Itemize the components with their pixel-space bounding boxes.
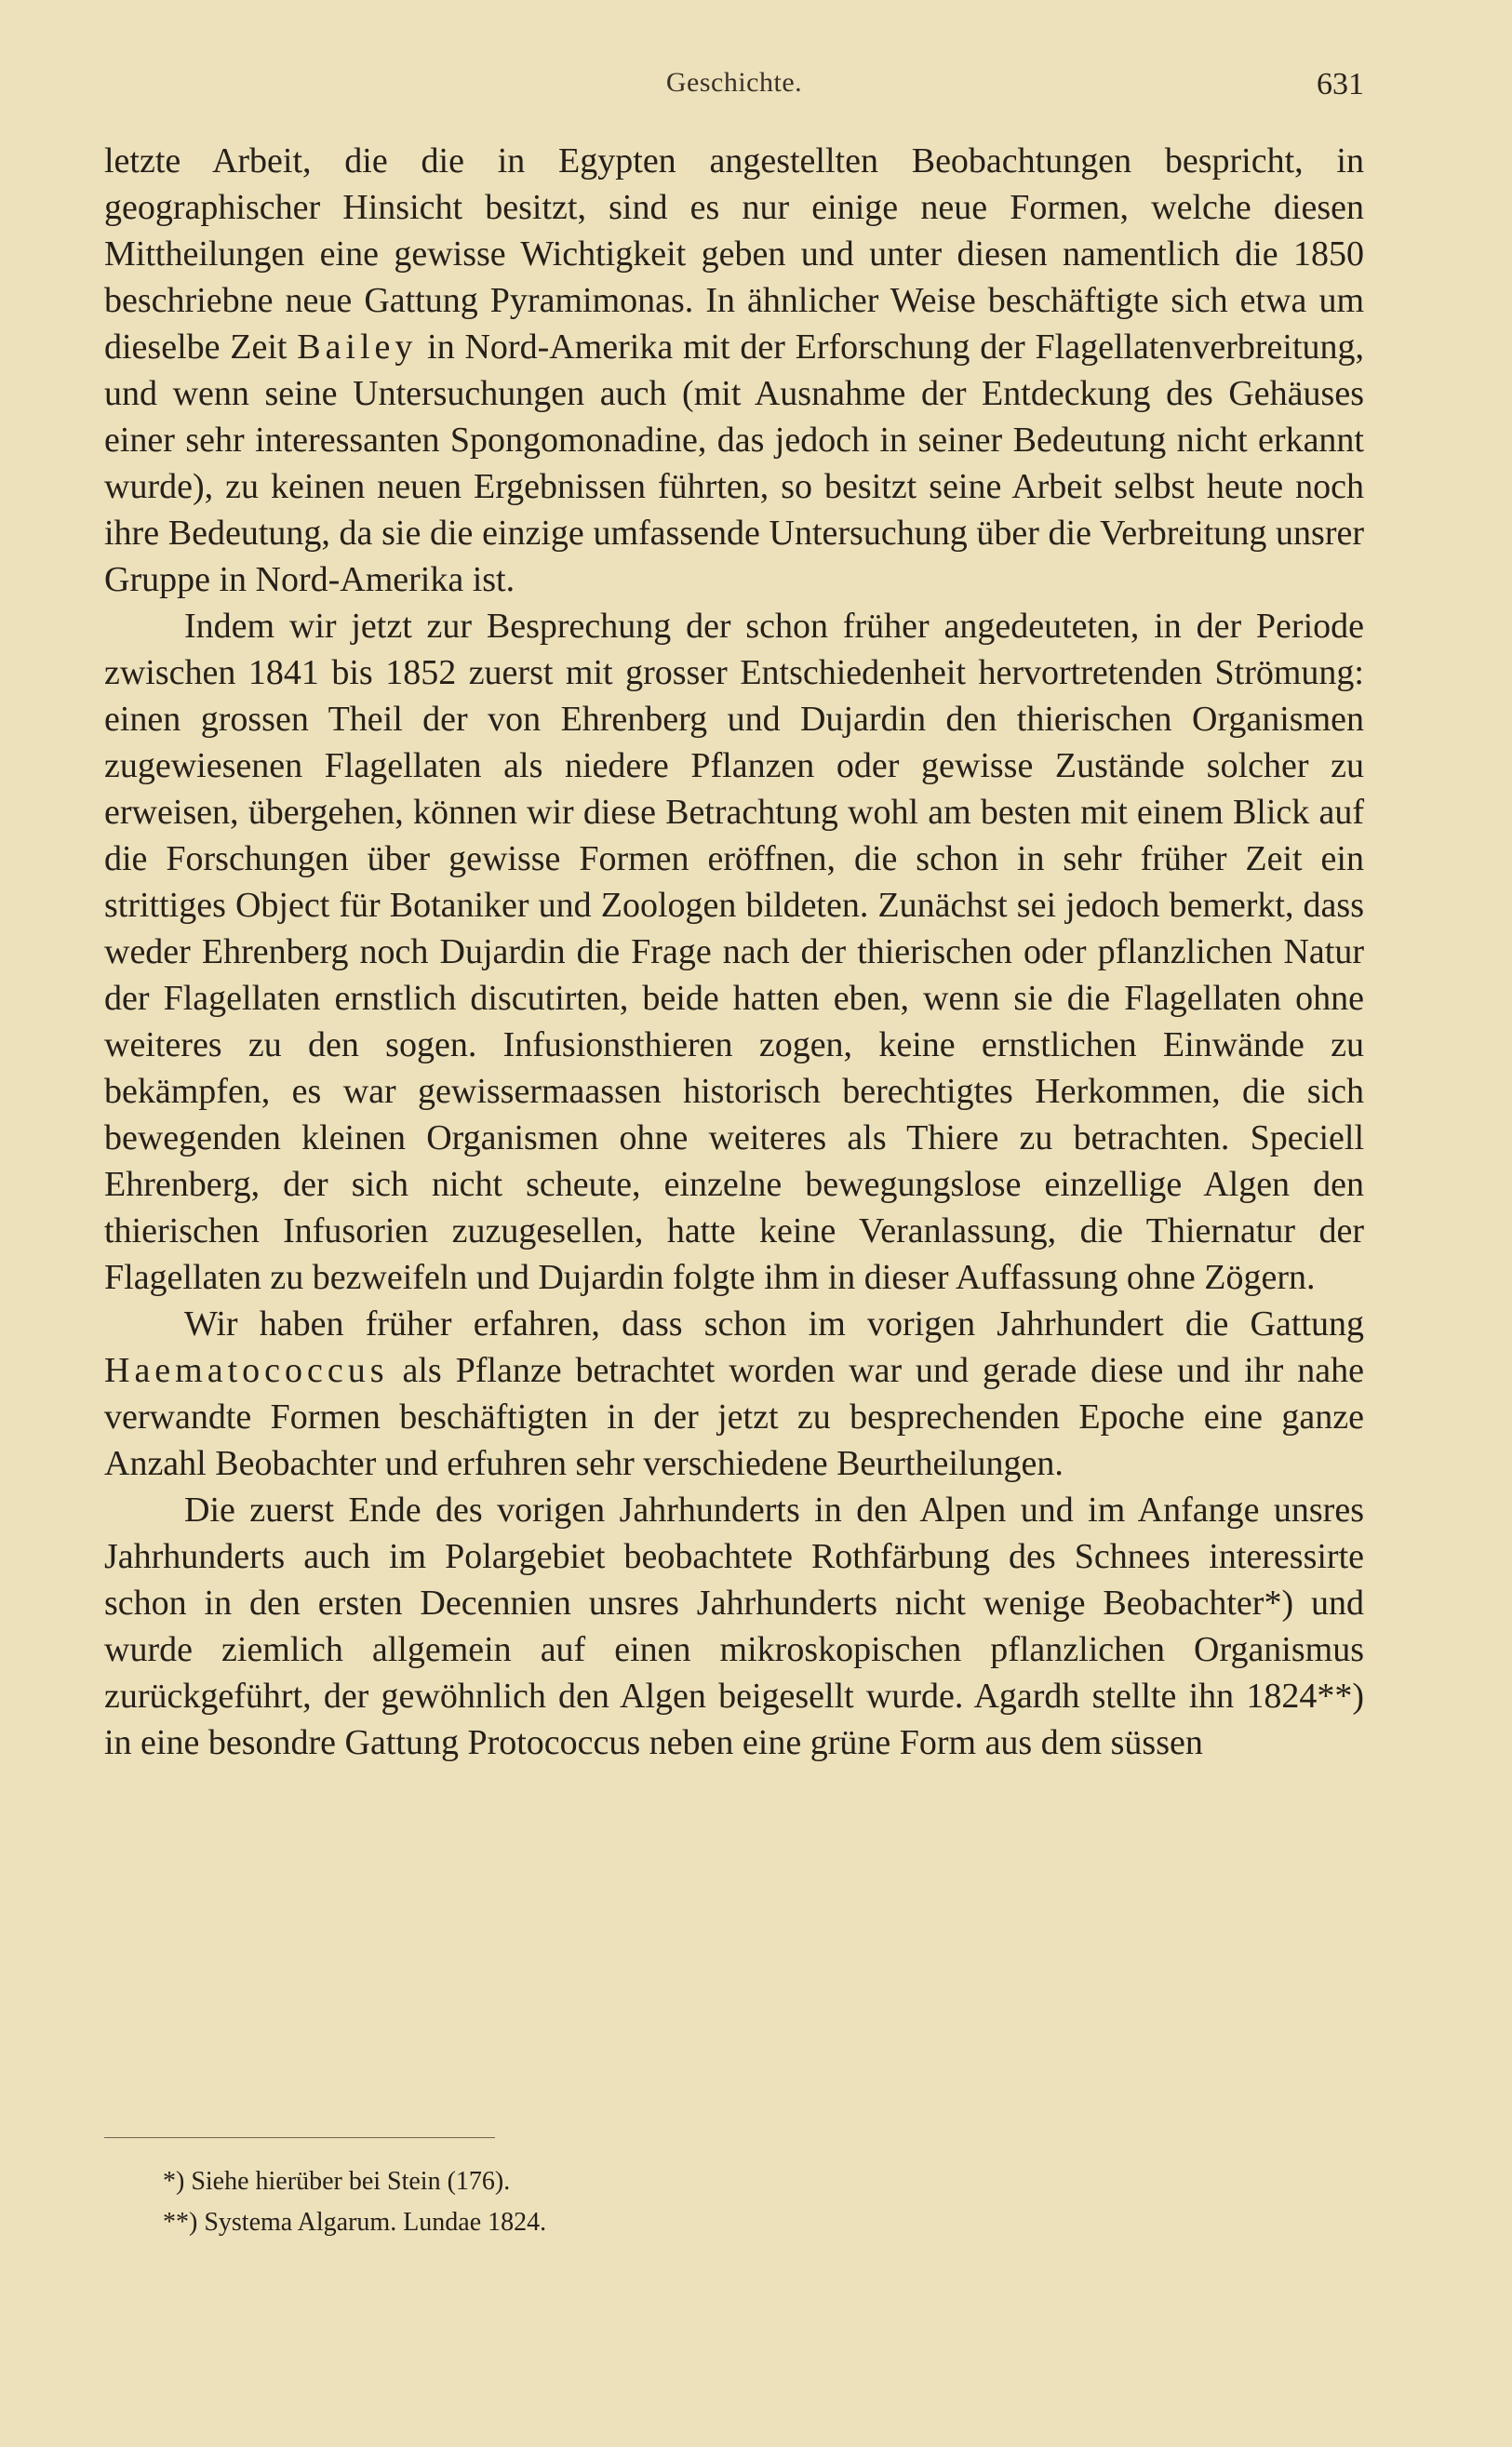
paragraph-3 xyxy=(104,1301,1364,1487)
spaced-name-haematococcus: Haematococcus xyxy=(104,1351,389,1390)
footnote-divider xyxy=(104,2137,495,2138)
footnotes xyxy=(163,2161,1279,2243)
footnote-2: **) Systema Algarum. Lundae 1824. xyxy=(163,2208,547,2237)
footnote-1: *) Siehe hierüber bei Stein (176). xyxy=(163,2167,511,2196)
running-head xyxy=(104,67,1364,104)
paragraph-2 xyxy=(104,603,1364,1301)
paragraph-text-continued: in Nord-Amerika mit der Erforschung der Flagellatenverbreitung, und wenn seine Untersuchungen auch (mit Ausnahme der Entdeckung des Gehäuses einer sehr interessanten Spongomonadine, das jedoch in seiner Bedeutung nicht erkannt wurde), zu keinen neuen Ergebnissen führten, so besitzt seine Arbeit selbst heute noch ihre Bedeutung, da sie die einzige umfassende Untersuchung über die Verbreitung unsrer Gruppe in Nord-Amerika ist. xyxy=(104,328,1365,599)
paragraph-text: Wir haben früher erfahren, dass schon im vorigen Jahrhundert die Gattung xyxy=(184,1304,1364,1344)
paragraph-text: letzte Arbeit, die die in Egypten angestellten Beobachtungen bespricht, in geographischer Hinsicht besitzt, sind es nur einige neue Formen, welche diesen Mittheilungen eine gewisse Wichtigkeit geben und unter diesen namentlich die 1850 beschriebne neue Gattung Pyramimonas. In ähnlicher Weise beschäftigte sich etwa um dieselbe Zeit xyxy=(104,141,1364,367)
paragraph-text-continued: als Pflanze betrachtet worden war und gerade diese und ihr nahe verwandte Formen beschäftigten in der jetzt zu besprechenden Epoche eine ganze Anzahl Beobachter und erfuhren sehr verschiedene Beurtheilungen. xyxy=(104,1351,1364,1483)
body-text xyxy=(104,138,1364,1766)
paragraph-1 xyxy=(104,138,1364,603)
running-title: Geschichte. xyxy=(665,67,803,98)
paragraph-text: Indem wir jetzt zur Besprechung der schon früher angedeuteten, in der Periode zwischen 1841 bis 1852 zuerst mit grosser Entschiedenheit hervortretenden Strömung: einen grossen Theil der von Ehrenberg und Dujardin den thierischen Organismen zugewiesenen Flagellaten als niedere Pflanzen oder gewisse Zustände solcher zu erweisen, übergehen, können wir diese Betrachtung wohl am besten mit einem Blick auf die Forschungen über gewisse Formen eröffnen, die schon in sehr früher Zeit ein strittiges Object für Botaniker und Zoologen bildeten. Zunächst sei jedoch bemerkt, dass weder Ehrenberg noch Dujardin die Frage nach der thierischen oder pflanzlichen Natur der Flagellaten ernstlich discutirten, beide hatten eben, wenn sie die Flagellaten ohne weiteres zu den sogen. Infusionsthieren zogen, keine ernstlichen Einwände zu bekämpfen, es war gewissermaassen historisch berechtigtes Herkommen, die sich bewegenden kleinen Organismen ohne weiteres als Thiere zu betrachten. Speciell Ehrenberg, der sich nicht scheute, einzelne bewegungslose einzellige Algen den thierischen Infusorien zuzugesellen, hatte keine Veranlassung, die Thiernatur der Flagellaten zu bezweifeln und Dujardin folgte ihm in dieser Auffassung ohne Zögern. xyxy=(104,607,1364,1297)
paragraph-4 xyxy=(104,1487,1364,1766)
paragraph-text: Die zuerst Ende des vorigen Jahrhunderts in den Alpen und im Anfange unsres Jahrhunderts auch im Polargebiet beobachtete Rothfärbung des Schnees interessirte schon in den ersten Decennien unsres Jahrhunderts nicht wenige Beobachter*) und wurde ziemlich allgemein auf einen mikroskopischen pflanzlichen Organismus zurückgeführt, der gewöhnlich den Algen beigesellt wurde. Agardh stellte ihn 1824**) in eine besondre Gattung Protococcus neben eine grüne Form aus dem süssen xyxy=(104,1491,1364,1762)
spaced-name-bailey: Bailey xyxy=(297,328,418,367)
page-number: 631 xyxy=(1317,67,1364,101)
